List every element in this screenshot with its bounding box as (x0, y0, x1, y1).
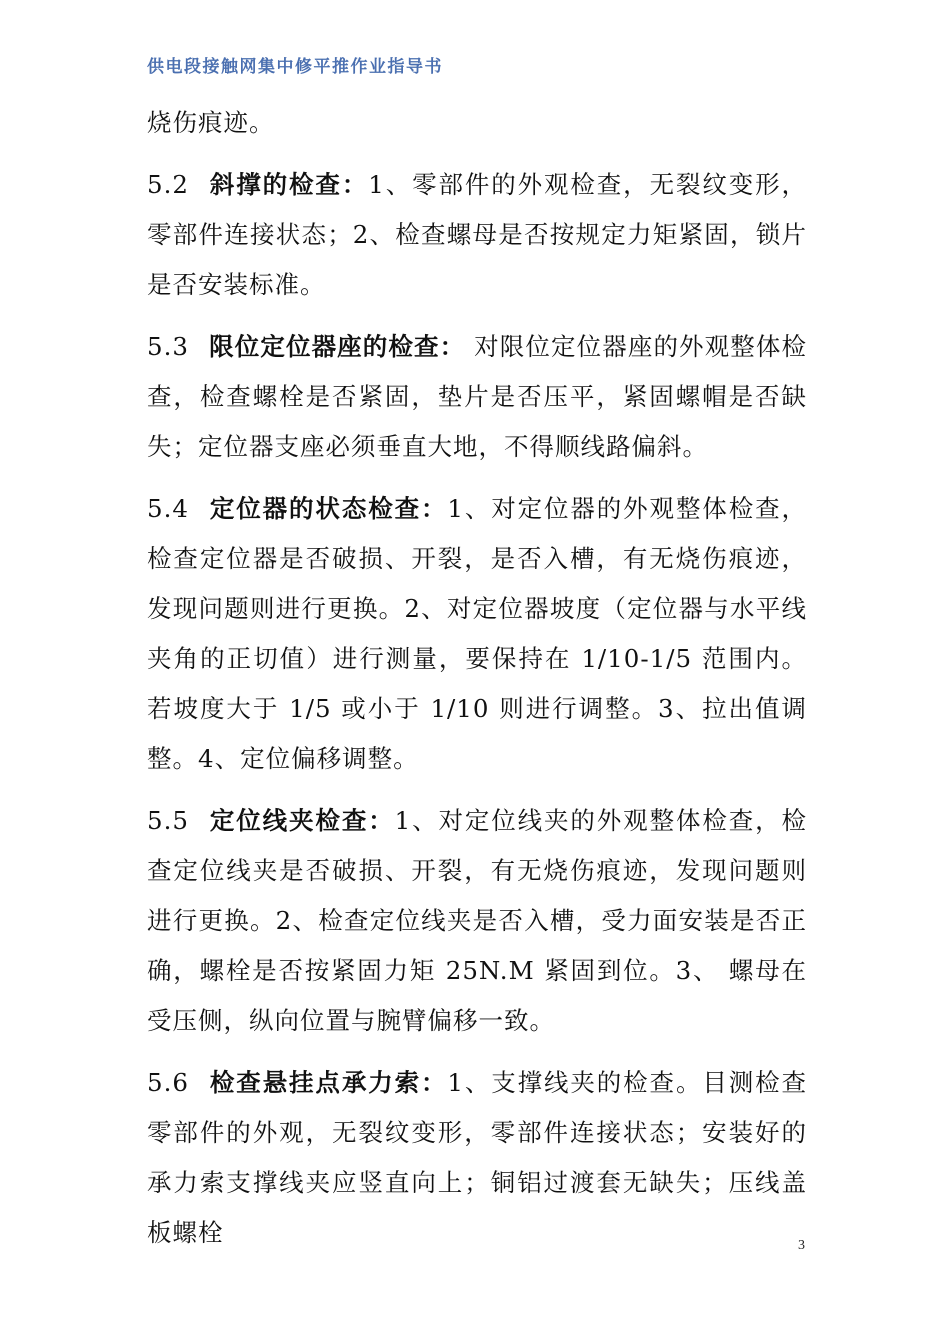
section-text: 1、零部件的外观检查，无裂纹变形，零部件连接状态；2、检查螺母是否按规定力矩紧固，锁片是否安装标准。 (147, 170, 808, 299)
document-body (147, 98, 807, 1270)
section-title: 限位定位器座的检查： (209, 332, 466, 361)
running-header: 供电段接触网集中修平推作业指导书 (147, 57, 443, 77)
section-title: 定位线夹检查： (209, 806, 395, 835)
section-5-6 (147, 1058, 807, 1258)
section-title: 定位器的状态检查： (209, 494, 448, 523)
section-text: 1、支撑线夹的检查。目测检查零部件的外观，无裂纹变形，零部件连接状态；安装好的承力索支撑线夹应竖直向上；铜铝过渡套无缺失；压线盖板螺栓 (147, 1068, 807, 1247)
section-5-5 (147, 796, 807, 1046)
section-5-4 (147, 484, 807, 784)
section-number: 5.6 (147, 1068, 189, 1097)
section-title: 检查悬挂点承力索： (209, 1068, 448, 1097)
section-5-3 (147, 322, 807, 472)
section-5-2 (147, 160, 807, 310)
section-text: 1、对定位器的外观整体检查，检查定位器是否破损、开裂，是否入槽，有无烧伤痕迹，发现问题则进行更换。2、对定位器坡度（定位器与水平线夹角的正切值）进行测量，要保持在 1/10-1/5 范围内。若坡度大于 1/5 或小于 1/10 则进行调整。3、拉出值调整。4、定位偏移调整。 (147, 494, 807, 773)
section-text: 1、对定位线夹的外观整体检查，检查定位线夹是否破损、开裂，有无烧伤痕迹，发现问题则进行更换。2、检查定位线夹是否入槽，受力面安装是否正确，螺栓是否按紧固力矩 25N.M 紧固到位。3、 螺母在受压侧，纵向位置与腕臂偏移一致。 (147, 806, 808, 1035)
section-title: 斜撑的检查： (209, 170, 369, 199)
lead-paragraph: 烧伤痕迹。 (147, 108, 275, 137)
page-number: 3 (798, 1238, 805, 1253)
section-number: 5.5 (147, 806, 189, 835)
section-text: 对限位定位器座的外观整体检查，检查螺栓是否紧固，垫片是否压平，紧固螺帽是否缺失；定位器支座必须垂直大地，不得顺线路偏斜。 (147, 332, 808, 461)
section-number: 5.4 (147, 494, 189, 523)
section-number: 5.3 (147, 332, 189, 361)
section-number: 5.2 (147, 170, 189, 199)
